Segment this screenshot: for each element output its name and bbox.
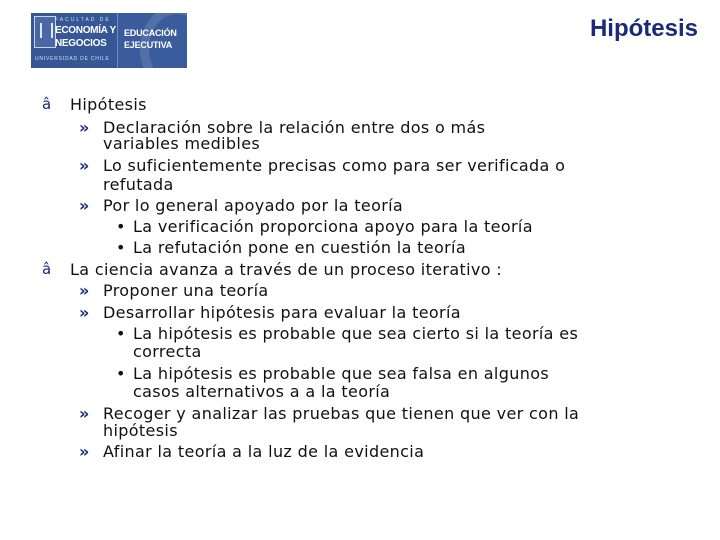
- bullet-continuation: [103, 422, 178, 439]
- bullet-item-level1: [42, 95, 147, 114]
- dot-bullet-icon: •: [116, 238, 126, 257]
- double-chevron-bullet-icon: »: [79, 118, 90, 137]
- bullet-item-level3: [116, 238, 466, 257]
- bullet-text: La verificación proporciona apoyo para la teoría: [133, 217, 533, 236]
- bullet-continuation: [103, 135, 260, 152]
- dot-bullet-icon: •: [116, 217, 126, 236]
- bullet-text: Por lo general apoyado por la teoría: [103, 196, 404, 215]
- double-chevron-bullet-icon: »: [79, 442, 90, 461]
- logo-ejecutiva-text: EJECUTIVA: [124, 40, 173, 50]
- bullet-continuation: [133, 343, 202, 360]
- bullet-item-level2: [79, 442, 425, 461]
- bullet-item-level2: [79, 303, 461, 322]
- bullet-item-level2: [79, 156, 566, 175]
- slide-title: Hipótesis: [589, 15, 698, 42]
- bullet-item-level1: [42, 260, 503, 279]
- double-chevron-bullet-icon: »: [79, 156, 90, 175]
- arrow-bullet-icon: â: [42, 95, 52, 113]
- bullet-text: correcta: [133, 342, 202, 361]
- bullet-continuation: [103, 176, 174, 193]
- bullet-text: La ciencia avanza a través de un proceso iterativo :: [70, 260, 503, 279]
- logo-economia-text: ECONOMÍA Y: [55, 25, 116, 36]
- bullet-item-level3: [116, 217, 533, 236]
- logo-negocios-text: NEGOCIOS: [55, 38, 107, 49]
- double-chevron-bullet-icon: »: [79, 196, 90, 215]
- bullet-item-level3: [116, 364, 550, 383]
- bullet-text: refutada: [103, 175, 174, 194]
- dot-bullet-icon: •: [116, 364, 126, 383]
- bullet-text: Afinar la teoría a la luz de la evidencia: [103, 442, 425, 461]
- double-chevron-bullet-icon: »: [79, 303, 90, 322]
- bullet-item-level3: [116, 324, 579, 343]
- faculty-logo: [31, 13, 187, 68]
- bullet-text: La refutación pone en cuestión la teoría: [133, 238, 466, 257]
- bullet-text: variables medibles: [103, 134, 261, 153]
- arrow-bullet-icon: â: [42, 260, 52, 278]
- bullet-text: Hipótesis: [70, 95, 147, 114]
- bullet-continuation: [133, 383, 390, 400]
- bullet-text: La hipótesis es probable que sea cierto si la teoría es: [133, 324, 579, 343]
- double-chevron-bullet-icon: »: [79, 281, 90, 300]
- bullet-text: hipótesis: [103, 421, 178, 440]
- logo-educacion-text: EDUCACIÓN: [124, 28, 177, 38]
- bullet-text: La hipótesis es probable que sea falsa en algunos: [133, 364, 550, 383]
- dot-bullet-icon: •: [116, 324, 126, 343]
- bullet-item-level2: [79, 281, 269, 300]
- bullet-item-level2: [79, 196, 404, 215]
- bullet-text: Lo suficientemente precisas como para ser verificada o: [103, 156, 566, 175]
- logo-university-text: UNIVERSIDAD DE CHILE: [35, 56, 110, 62]
- bullet-text: Proponer una teoría: [103, 281, 269, 300]
- logo-faculty-text: FACULTAD DE: [55, 17, 111, 23]
- logo-left-panel: [31, 13, 118, 68]
- logo-right-panel: [118, 13, 187, 68]
- bullet-item-level2: [79, 404, 580, 423]
- bullet-text: Declaración sobre la relación entre dos o más: [103, 118, 486, 137]
- bullet-text: casos alternativos a a la teoría: [133, 382, 391, 401]
- bullet-text: Desarrollar hipótesis para evaluar la teoría: [103, 303, 461, 322]
- bullet-text: Recoger y analizar las pruebas que tienen que ver con la: [103, 404, 580, 423]
- double-chevron-bullet-icon: »: [79, 404, 90, 423]
- university-crest-icon: [34, 16, 56, 48]
